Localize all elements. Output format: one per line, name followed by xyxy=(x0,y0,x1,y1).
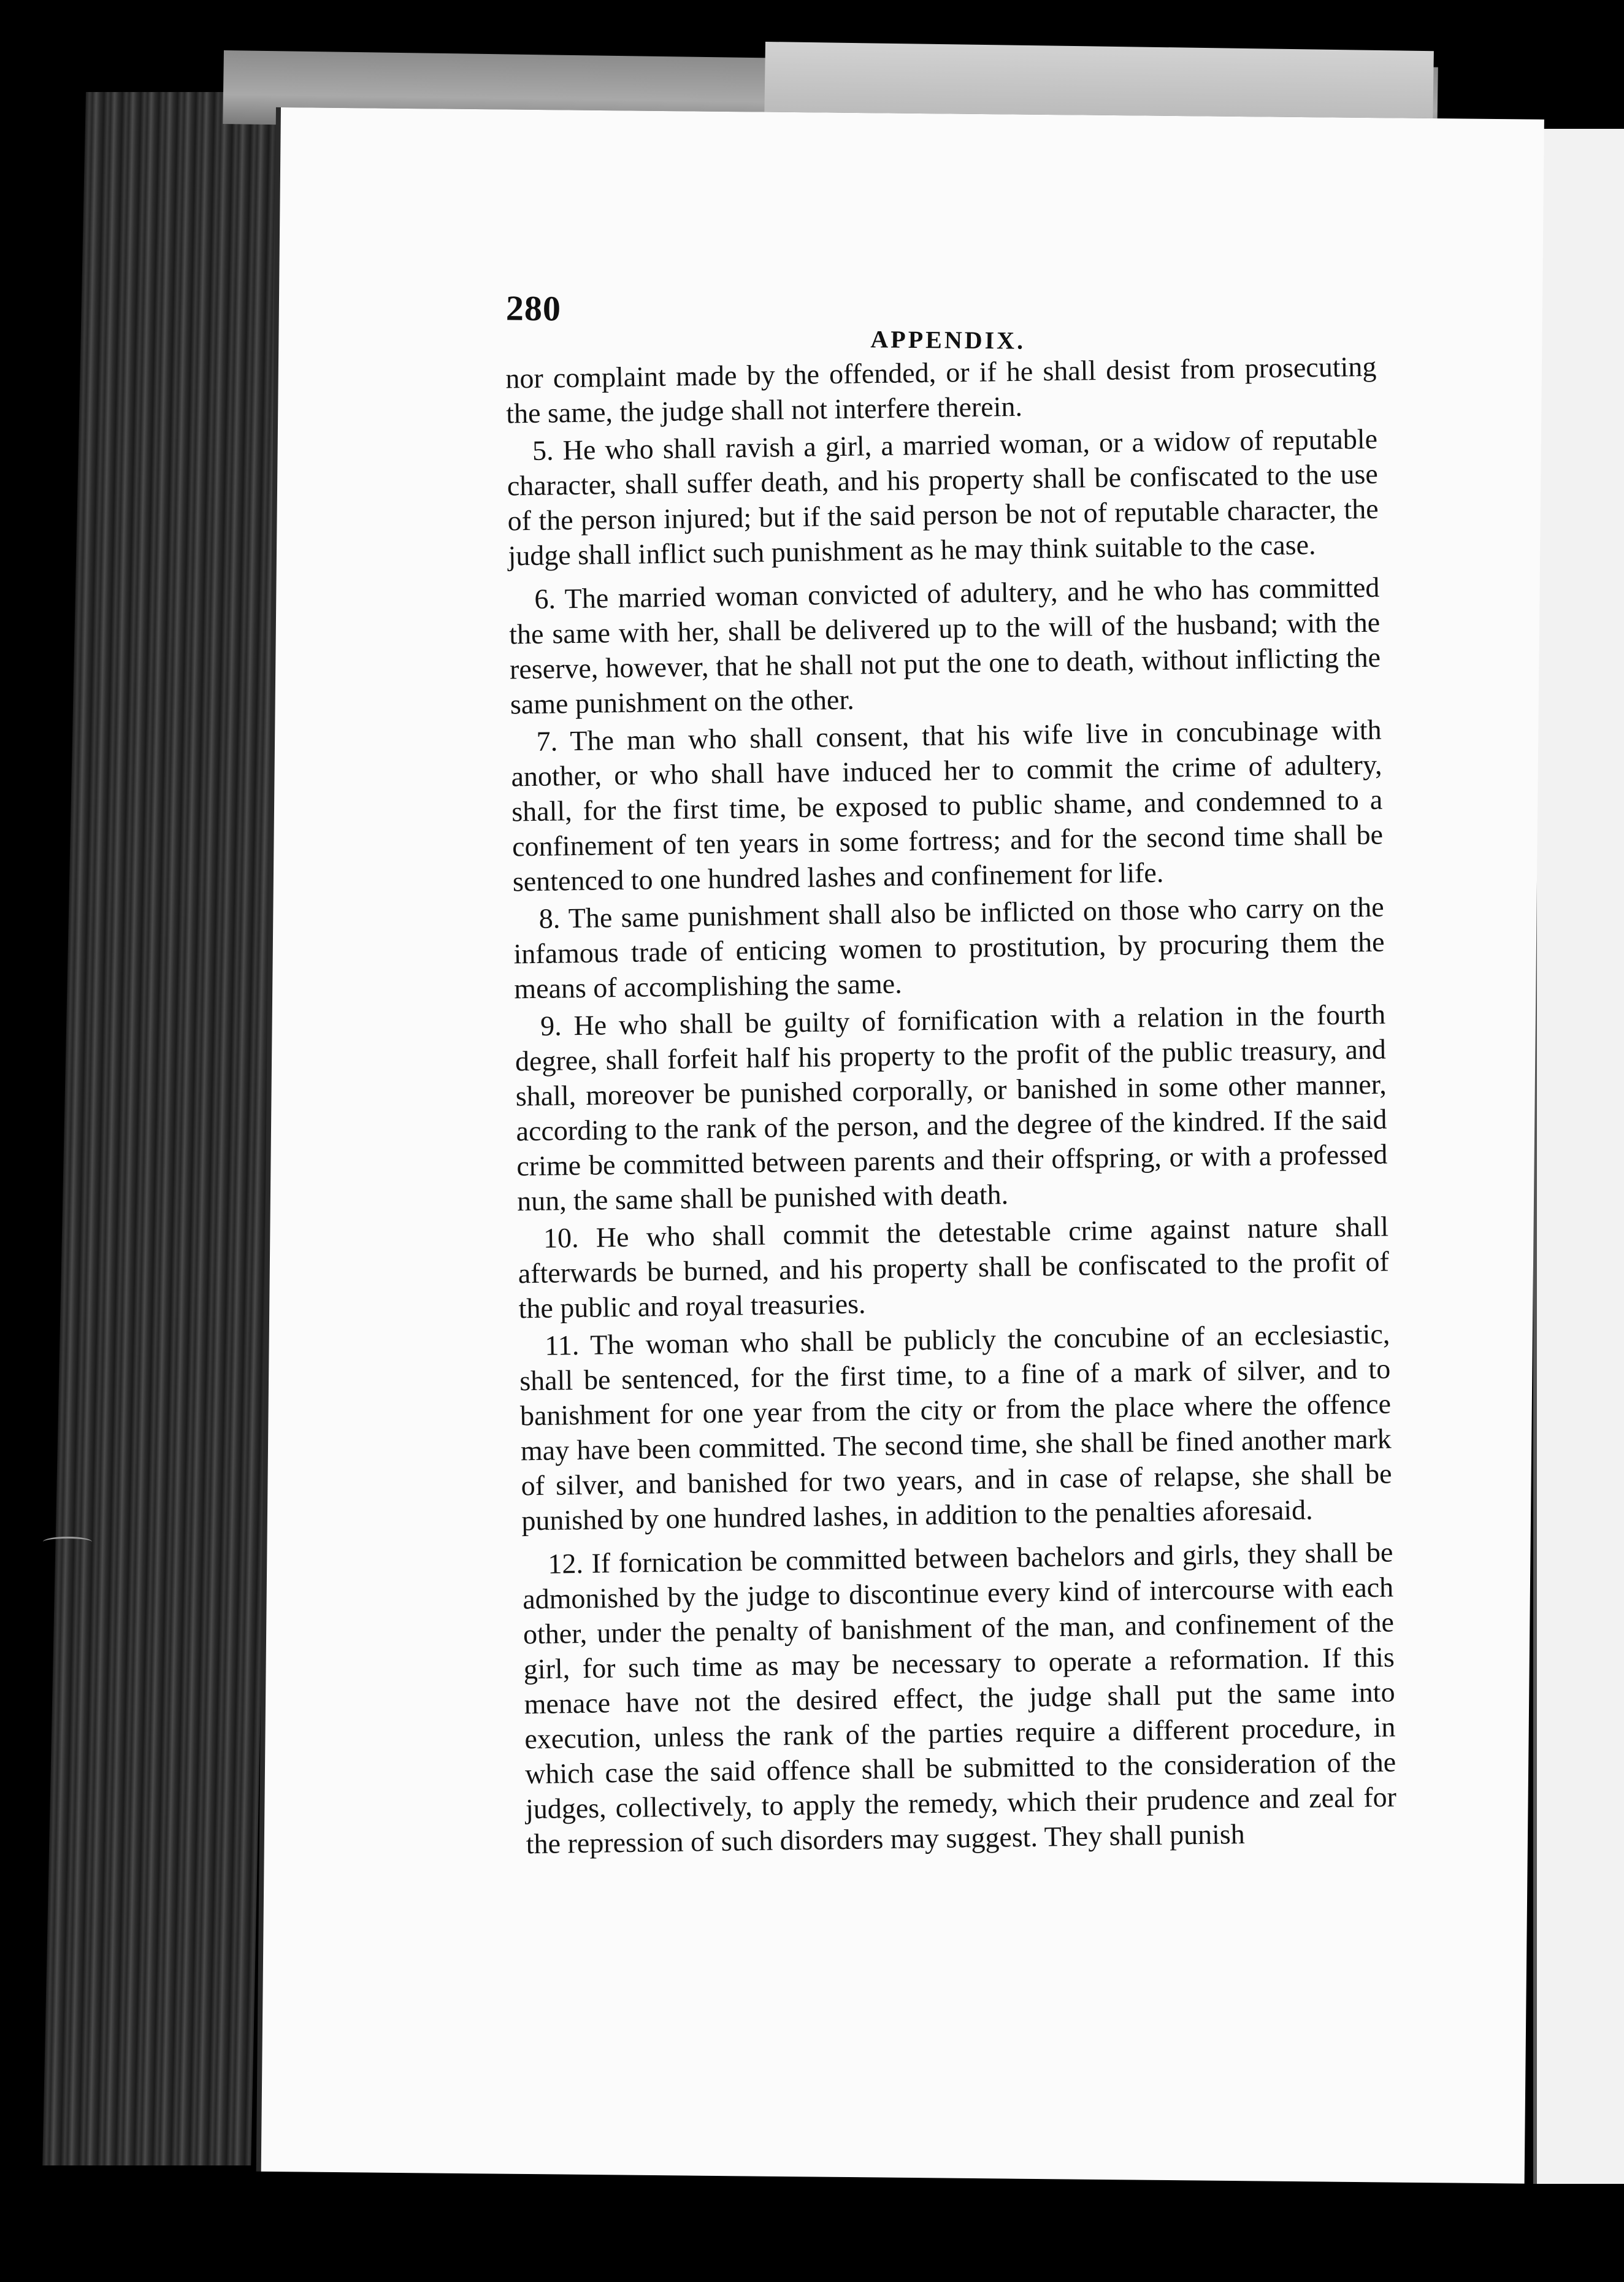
article-11: 11. The woman who shall be publicly the concubine of an ecclesiastic, shall be sentenced, for the first time, to a fine of a mark of silver, and to banishment for one year from the city or from the place where the offence may have been committed. The second time, she shall be fined another mark of silver, and banished for two years, and in case of relapse, she shall be punished by one hundred lashes, in addition to the penalties aforesaid. xyxy=(519,1318,1392,1537)
article-8: 8. The same punishment shall also be inflicted on those who carry on the infamous trade of enticing women to prostitution, by procuring them the means of accomplishing the same. xyxy=(513,891,1385,1005)
paragraph-continuation: nor complaint made by the offended, or if he shall desist from prosecuting the same, the judge shall not interfere therein. xyxy=(505,350,1377,429)
facing-page-edge xyxy=(1533,129,1624,2184)
margin-mark xyxy=(43,1537,92,1547)
article-5: 5. He who shall ravish a girl, a married woman, or a widow of reputable character, shall suffer death, and his property shall be confiscated to the use of the person injured; but if the said person be not of reputable character, the judge shall inflict such punishment as he may think suitable to the case. xyxy=(507,423,1379,572)
article-12: 12. If fornication be committed between bachelors and girls, they shall be admonished by the judge to discontinue every kind of intercourse with each other, under the penalty of banishment of the man, and confinement of the girl, for such time as may be necessary to operate a reformation. If this menace have not the desired effect, the judge shall put the same into execution, unless the rank of the parties require a different procedure, in which case the said offence shall be submitted to the consideration of the judges, collectively, to apply the remedy, which their prudence and zeal for the repression of such disorders may suggest. They shall punish xyxy=(522,1536,1397,1860)
running-head: APPENDIX. xyxy=(870,325,1026,355)
book-fore-edge xyxy=(42,92,294,2165)
article-10: 10. He who shall commit the detestable crime against nature shall afterwards be burned, and his property shall be confiscated to the profit of the public and royal treasuries. xyxy=(518,1210,1390,1324)
article-7: 7. The man who shall consent, that his wife live in concubinage with another, or who shall have induced her to commit the crime of adultery, shall, for the first time, be exposed to public shame, and condemned to a confinement of ten years in some fortress; and for the second time shall be sentenced to one hundred lashes and confinement for life. xyxy=(511,713,1384,897)
article-9: 9. He who shall be guilty of fornification with a relation in the fourth degree, shall forfeit half his property to the profit of the public treasury, and shall, moreover be punished corporally, or banished in some other manner, according to the rank of the person, and the degree of the kindred. If the said crime be committed between parents and their offspring, or with a professed nun, the same shall be punished with death. xyxy=(515,998,1388,1217)
printed-page xyxy=(261,107,1544,2184)
page-number: 280 xyxy=(505,288,562,329)
article-6: 6. The married woman convicted of adultery, and he who has committed the same with her, shall be delivered up to the will of the husband; with the reserve, however, that he shall not put the one to death, without inflicting the same punishment on the other. xyxy=(508,571,1381,720)
page-body xyxy=(505,349,1397,1864)
